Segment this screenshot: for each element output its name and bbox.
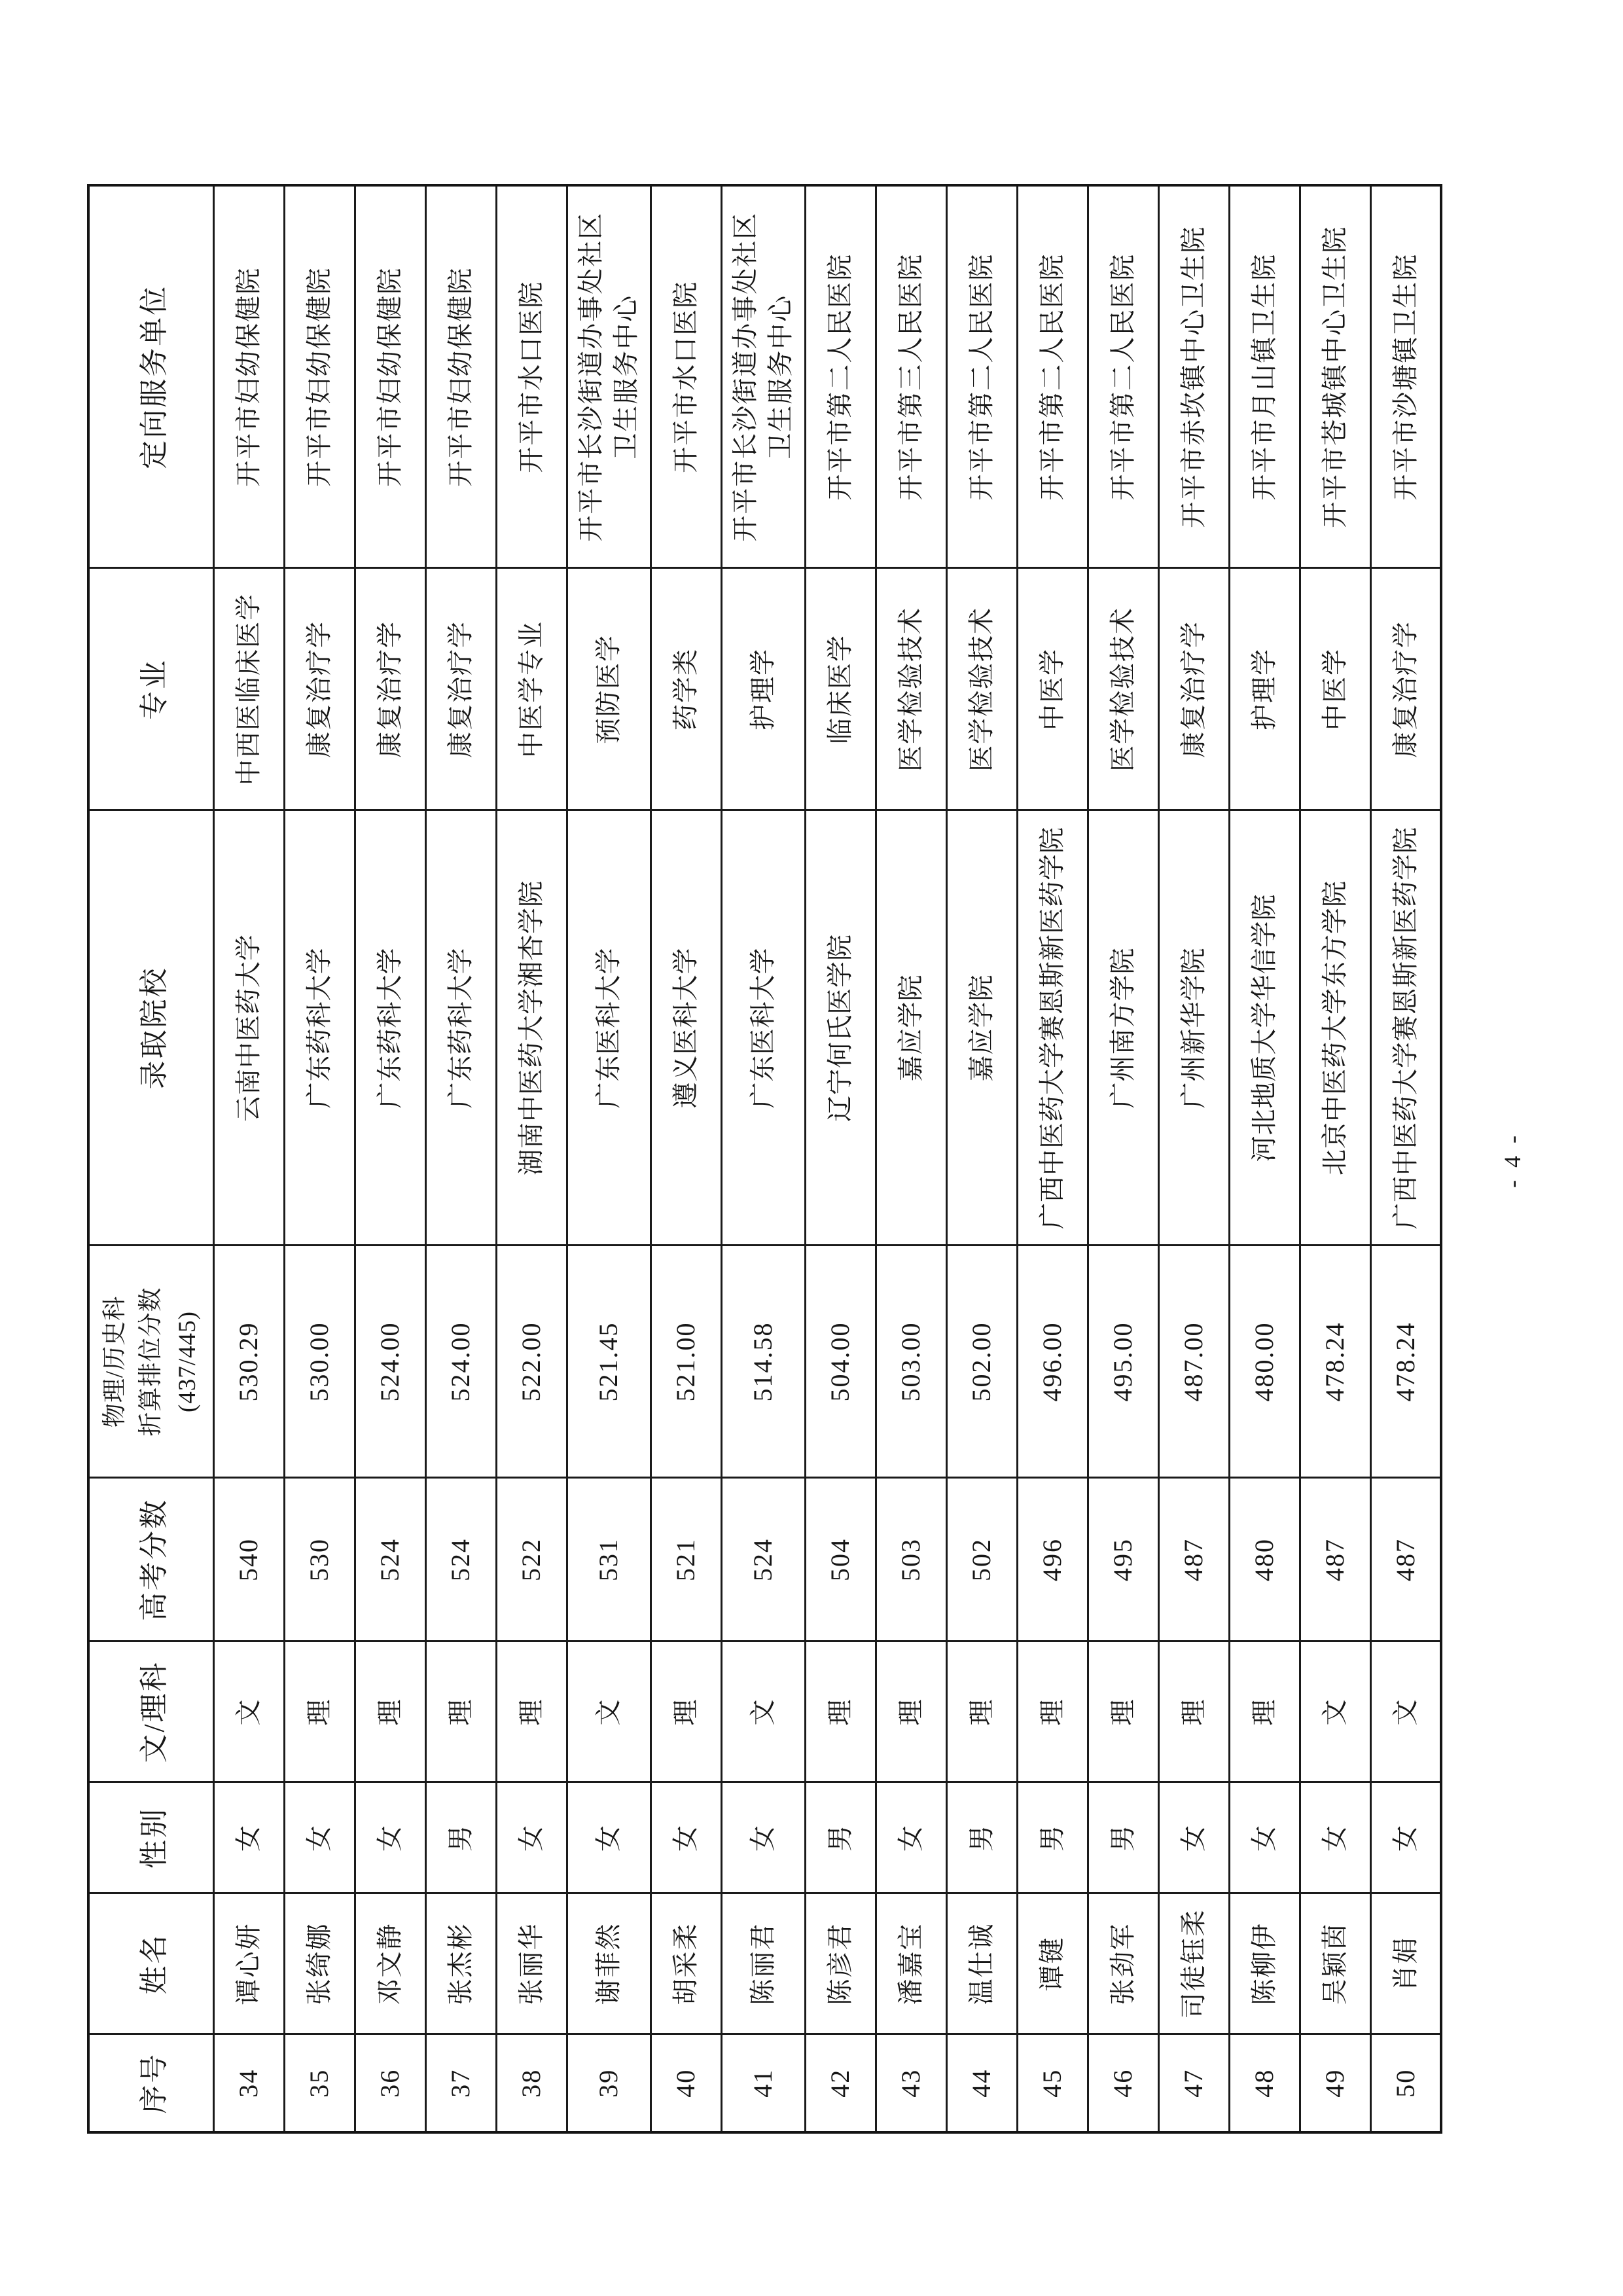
cell-major: 中西医临床医学	[213, 568, 284, 810]
cell-sex: 女	[1158, 1782, 1229, 1893]
cell-sex: 男	[1017, 1782, 1088, 1893]
cell-rank: 514.58	[721, 1246, 805, 1478]
cell-school: 广东医科大学	[721, 810, 805, 1246]
header-xh: 序号	[88, 2034, 213, 2132]
cell-sex: 女	[496, 1782, 567, 1893]
cell-unit: 开平市月山镇卫生院	[1229, 185, 1300, 568]
cell-stream: 文	[721, 1641, 805, 1782]
cell-stream: 理	[1017, 1641, 1088, 1782]
cell-rank: 480.00	[1229, 1246, 1300, 1478]
cell-stream: 文	[213, 1641, 284, 1782]
cell-unit: 开平市妇幼保健院	[355, 185, 425, 568]
header-rank-line3: (437/445)	[173, 1311, 201, 1412]
cell-score: 521	[651, 1478, 721, 1641]
page-number: - 4 -	[1499, 1132, 1525, 1188]
cell-major: 康复治疗学	[1158, 568, 1229, 810]
cell-name: 潘嘉宝	[876, 1893, 946, 2034]
cell-stream: 理	[805, 1641, 876, 1782]
cell-stream: 理	[496, 1641, 567, 1782]
cell-stream: 理	[651, 1641, 721, 1782]
cell-stream: 文	[567, 1641, 651, 1782]
cell-unit: 开平市苍城镇中心卫生院	[1300, 185, 1370, 568]
cell-stream: 理	[1229, 1641, 1300, 1782]
cell-school: 广东医科大学	[567, 810, 651, 1246]
table-row	[355, 185, 425, 2132]
cell-stream: 理	[355, 1641, 425, 1782]
cell-stream: 文	[1370, 1641, 1441, 1782]
header-score: 高考分数	[88, 1478, 213, 1641]
cell-major: 中医学	[1300, 568, 1370, 810]
cell-rank: 521.00	[651, 1246, 721, 1478]
cell-rank: 524.00	[425, 1246, 496, 1478]
cell-xh: 49	[1300, 2034, 1370, 2132]
cell-sex: 男	[805, 1782, 876, 1893]
cell-rank: 504.00	[805, 1246, 876, 1478]
cell-rank: 524.00	[355, 1246, 425, 1478]
cell-xh: 35	[284, 2034, 355, 2132]
cell-sex: 女	[876, 1782, 946, 1893]
cell-major: 临床医学	[805, 568, 876, 810]
cell-score: 503	[876, 1478, 946, 1641]
cell-xh: 46	[1088, 2034, 1158, 2132]
cell-name: 陈柳伊	[1229, 1893, 1300, 2034]
cell-xh: 38	[496, 2034, 567, 2132]
cell-school: 嘉应学院	[876, 810, 946, 1246]
cell-unit: 开平市第二人民医院	[1017, 185, 1088, 568]
table-row	[496, 185, 567, 2132]
cell-stream: 理	[876, 1641, 946, 1782]
header-rank-line2: 折算排位分数	[137, 1287, 164, 1437]
cell-unit: 开平市水口医院	[496, 185, 567, 568]
cell-school: 广东药科大学	[284, 810, 355, 1246]
cell-xh: 50	[1370, 2034, 1441, 2132]
cell-stream: 理	[946, 1641, 1017, 1782]
cell-score: 531	[567, 1478, 651, 1641]
cell-score: 496	[1017, 1478, 1088, 1641]
cell-major: 康复治疗学	[1370, 568, 1441, 810]
cell-major: 护理学	[721, 568, 805, 810]
cell-unit: 开平市长沙街道办事处社区卫生服务中心	[721, 185, 805, 568]
cell-sex: 男	[425, 1782, 496, 1893]
cell-rank: 495.00	[1088, 1246, 1158, 1478]
cell-major: 中医学	[1017, 568, 1088, 810]
cell-rank: 478.24	[1300, 1246, 1370, 1478]
cell-score: 524	[355, 1478, 425, 1641]
cell-school: 遵义医科大学	[651, 810, 721, 1246]
cell-xh: 34	[213, 2034, 284, 2132]
cell-rank: 530.29	[213, 1246, 284, 1478]
cell-unit: 开平市妇幼保健院	[425, 185, 496, 568]
cell-rank: 502.00	[946, 1246, 1017, 1478]
table-row	[284, 185, 355, 2132]
cell-school: 云南中医药大学	[213, 810, 284, 1246]
table-row	[721, 185, 805, 2132]
cell-school: 北京中医药大学东方学院	[1300, 810, 1370, 1246]
cell-major: 药学类	[651, 568, 721, 810]
cell-score: 487	[1158, 1478, 1229, 1641]
cell-major: 中医学专业	[496, 568, 567, 810]
cell-stream: 理	[425, 1641, 496, 1782]
cell-rank: 530.00	[284, 1246, 355, 1478]
table-row	[1017, 185, 1088, 2132]
cell-xh: 45	[1017, 2034, 1088, 2132]
rotated-landscape-content	[87, 187, 1544, 2134]
table-row	[213, 185, 284, 2132]
cell-name: 张劲军	[1088, 1893, 1158, 2034]
cell-school: 广州南方学院	[1088, 810, 1158, 1246]
cell-score: 487	[1300, 1478, 1370, 1641]
cell-name: 谢菲然	[567, 1893, 651, 2034]
cell-name: 谭心妍	[213, 1893, 284, 2034]
cell-score: 540	[213, 1478, 284, 1641]
cell-school: 广州新华学院	[1158, 810, 1229, 1246]
cell-rank: 521.45	[567, 1246, 651, 1478]
table-row	[1088, 185, 1158, 2132]
cell-xh: 47	[1158, 2034, 1229, 2132]
header-school: 录取院校	[88, 810, 213, 1246]
cell-major: 医学检验技术	[876, 568, 946, 810]
cell-major: 医学检验技术	[1088, 568, 1158, 810]
header-major: 专业	[88, 568, 213, 810]
header-name: 姓名	[88, 1893, 213, 2034]
cell-stream: 理	[1158, 1641, 1229, 1782]
cell-name: 张杰彬	[425, 1893, 496, 2034]
cell-score: 530	[284, 1478, 355, 1641]
cell-xh: 43	[876, 2034, 946, 2132]
cell-stream: 文	[1300, 1641, 1370, 1782]
cell-name: 谭键	[1017, 1893, 1088, 2034]
cell-xh: 37	[425, 2034, 496, 2132]
cell-school: 广东药科大学	[355, 810, 425, 1246]
cell-score: 522	[496, 1478, 567, 1641]
table-row	[1229, 185, 1300, 2132]
cell-name: 张绮娜	[284, 1893, 355, 2034]
cell-school: 湖南中医药大学湘杏学院	[496, 810, 567, 1246]
cell-sex: 女	[1370, 1782, 1441, 1893]
cell-major: 康复治疗学	[355, 568, 425, 810]
cell-name: 胡采柔	[651, 1893, 721, 2034]
cell-sex: 女	[355, 1782, 425, 1893]
cell-xh: 40	[651, 2034, 721, 2132]
cell-rank: 503.00	[876, 1246, 946, 1478]
cell-rank: 496.00	[1017, 1246, 1088, 1478]
header-unit: 定向服务单位	[88, 185, 213, 568]
cell-xh: 42	[805, 2034, 876, 2132]
cell-name: 吴颖茵	[1300, 1893, 1370, 2034]
cell-major: 护理学	[1229, 568, 1300, 810]
cell-unit: 开平市第二人民医院	[946, 185, 1017, 568]
cell-unit: 开平市第二人民医院	[805, 185, 876, 568]
cell-sex: 男	[1088, 1782, 1158, 1893]
cell-major: 康复治疗学	[425, 568, 496, 810]
table-row	[567, 185, 651, 2132]
cell-stream: 理	[284, 1641, 355, 1782]
cell-sex: 女	[567, 1782, 651, 1893]
header-rank	[88, 1246, 213, 1478]
cell-score: 524	[425, 1478, 496, 1641]
cell-school: 广西中医药大学赛恩斯新医药学院	[1017, 810, 1088, 1246]
cell-name: 温仕诚	[946, 1893, 1017, 2034]
cell-school: 嘉应学院	[946, 810, 1017, 1246]
cell-score: 502	[946, 1478, 1017, 1641]
cell-name: 肖娟	[1370, 1893, 1441, 2034]
cell-stream: 理	[1088, 1641, 1158, 1782]
cell-unit: 开平市第二人民医院	[1088, 185, 1158, 568]
cell-unit: 开平市第三人民医院	[876, 185, 946, 568]
header-rank-line1: 物理/历史科	[101, 1295, 128, 1428]
table-row	[425, 185, 496, 2132]
cell-unit: 开平市妇幼保健院	[213, 185, 284, 568]
cell-name: 陈丽君	[721, 1893, 805, 2034]
table-row	[805, 185, 876, 2132]
cell-school: 辽宁何氏医学院	[805, 810, 876, 1246]
cell-score: 524	[721, 1478, 805, 1641]
cell-rank: 487.00	[1158, 1246, 1229, 1478]
cell-unit: 开平市沙塘镇卫生院	[1370, 185, 1441, 568]
cell-name: 陈彦君	[805, 1893, 876, 2034]
cell-score: 480	[1229, 1478, 1300, 1641]
header-row	[88, 185, 213, 2132]
cell-unit: 开平市长沙街道办事处社区卫生服务中心	[567, 185, 651, 568]
cell-name: 邓文静	[355, 1893, 425, 2034]
header-sex: 性别	[88, 1782, 213, 1893]
cell-rank: 522.00	[496, 1246, 567, 1478]
cell-xh: 44	[946, 2034, 1017, 2132]
cell-unit: 开平市水口医院	[651, 185, 721, 568]
cell-xh: 39	[567, 2034, 651, 2132]
table-row	[876, 185, 946, 2132]
cell-score: 487	[1370, 1478, 1441, 1641]
cell-score: 504	[805, 1478, 876, 1641]
cell-school: 广西中医药大学赛恩斯新医药学院	[1370, 810, 1441, 1246]
cell-sex: 女	[1229, 1782, 1300, 1893]
cell-xh: 36	[355, 2034, 425, 2132]
table-row	[1300, 185, 1370, 2132]
table-body	[213, 185, 1441, 2132]
cell-unit: 开平市赤坎镇中心卫生院	[1158, 185, 1229, 568]
cell-school: 河北地质大学华信学院	[1229, 810, 1300, 1246]
table-row	[946, 185, 1017, 2132]
table-row	[651, 185, 721, 2132]
cell-sex: 女	[284, 1782, 355, 1893]
cell-name: 张丽华	[496, 1893, 567, 2034]
cell-sex: 女	[1300, 1782, 1370, 1893]
cell-major: 预防医学	[567, 568, 651, 810]
cell-major: 康复治疗学	[284, 568, 355, 810]
cell-name: 司徒钰柔	[1158, 1893, 1229, 2034]
cell-xh: 48	[1229, 2034, 1300, 2132]
cell-sex: 女	[213, 1782, 284, 1893]
cell-sex: 女	[651, 1782, 721, 1893]
cell-school: 广东药科大学	[425, 810, 496, 1246]
cell-xh: 41	[721, 2034, 805, 2132]
cell-sex: 女	[721, 1782, 805, 1893]
cell-score: 495	[1088, 1478, 1158, 1641]
cell-major: 医学检验技术	[946, 568, 1017, 810]
table-row	[1370, 185, 1441, 2132]
header-stream: 文/理科	[88, 1641, 213, 1782]
cell-unit: 开平市妇幼保健院	[284, 185, 355, 568]
admission-table	[87, 184, 1442, 2134]
table-row	[1158, 185, 1229, 2132]
cell-rank: 478.24	[1370, 1246, 1441, 1478]
cell-sex: 男	[946, 1782, 1017, 1893]
